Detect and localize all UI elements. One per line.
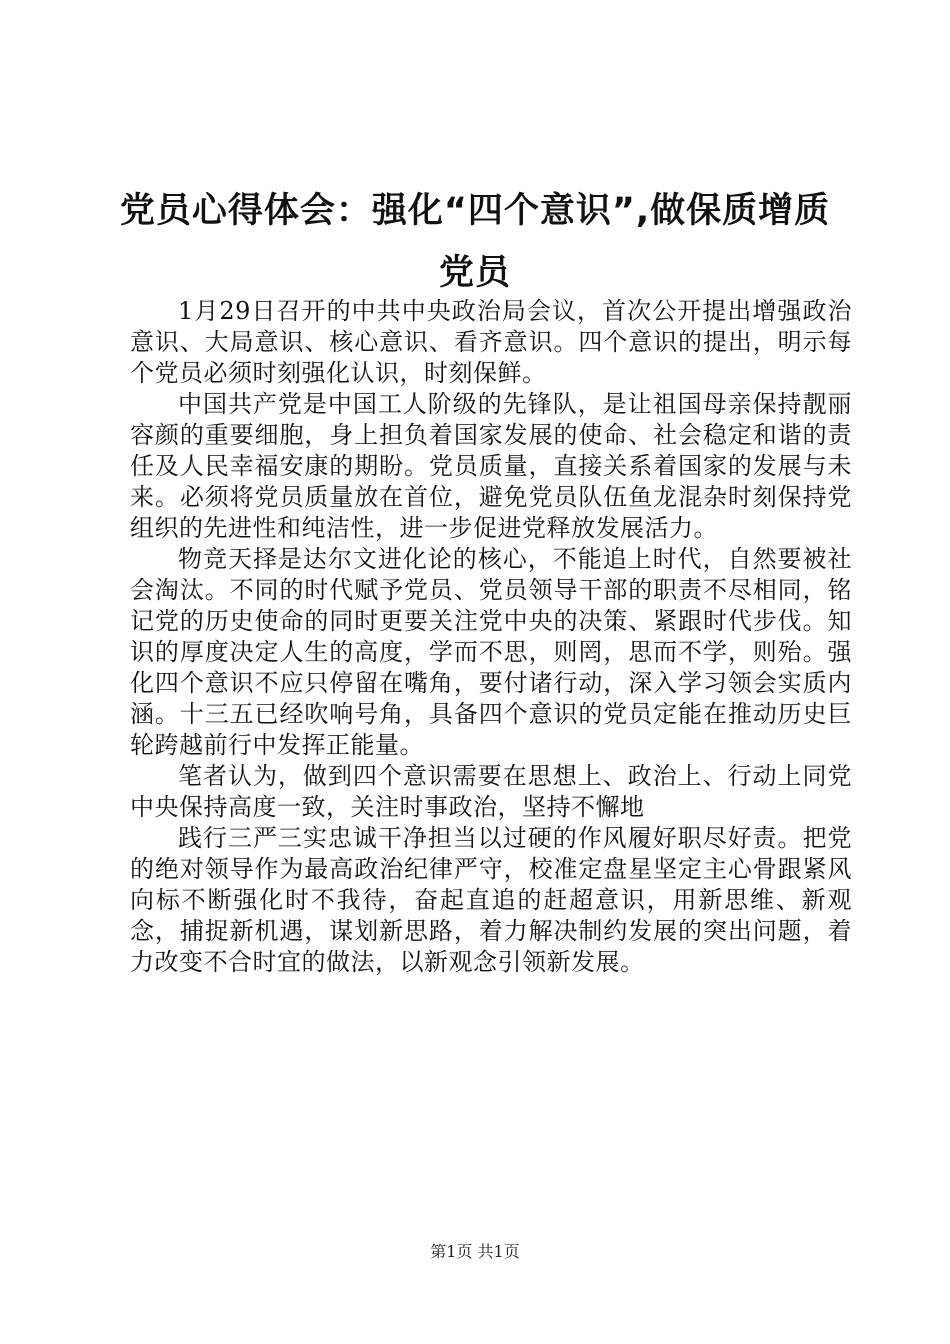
paragraph-4: 笔者认为，做到四个意识需要在思想上、政治上、行动上同党中央保持高度一致，关注时事政治，坚持不懈地 <box>130 762 852 821</box>
paragraph-1: 1月29日召开的中共中央政治局会议，首次公开提出增强政治意识、大局意识、核心意识、看齐意识。四个意识的提出，明示每个党员必须时刻强化认识，时刻保鲜。 <box>130 297 852 387</box>
paragraph-5: 践行三严三实忠诚干净担当以过硬的作风履好职尽好责。把党的绝对领导作为最高政治纪律严守，校准定盘星坚定主心骨跟紧风向标不断强化时不我待，奋起直追的赶超意识，用新思维、新观念，捕捉新机遇，谋划新思路，着力解决制约发展的突出问题，着力改变不合时宜的做法，以新观念引领新发展。 <box>130 824 852 976</box>
paragraph-2: 中国共产党是中国工人阶级的先锋队，是让祖国母亲保持靓丽容颜的重要细胞，身上担负着国家发展的使命、社会稳定和谐的责任及人民幸福安康的期盼。党员质量，直接关系着国家的发展与未来。必须将党员质量放在首位，避免党员队伍鱼龙混杂时刻保持党组织的先进性和纯洁性，进一步促进党释放发展活力。 <box>130 390 852 542</box>
paragraph-3: 物竞天择是达尔文进化论的核心，不能追上时代，自然要被社会淘汰。不同的时代赋予党员、党员领导干部的职责不尽相同，铭记党的历史使命的同时更要关注党中央的决策、紧跟时代步伐。知识的厚度决定人生的高度，学而不思，则罔，思而不学，则殆。强化四个意识不应只停留在嘴角，要付诸行动，深入学习领会实质内涵。十三五已经吹响号角，具备四个意识的党员定能在推动历史巨轮跨越前行中发挥正能量。 <box>130 545 852 759</box>
document-title: 党员心得体会：强化“四个意识”,做保质增质党员 <box>119 191 831 293</box>
document-body <box>130 296 852 978</box>
page-number-footer: 第1页 共1页 <box>430 1242 520 1261</box>
